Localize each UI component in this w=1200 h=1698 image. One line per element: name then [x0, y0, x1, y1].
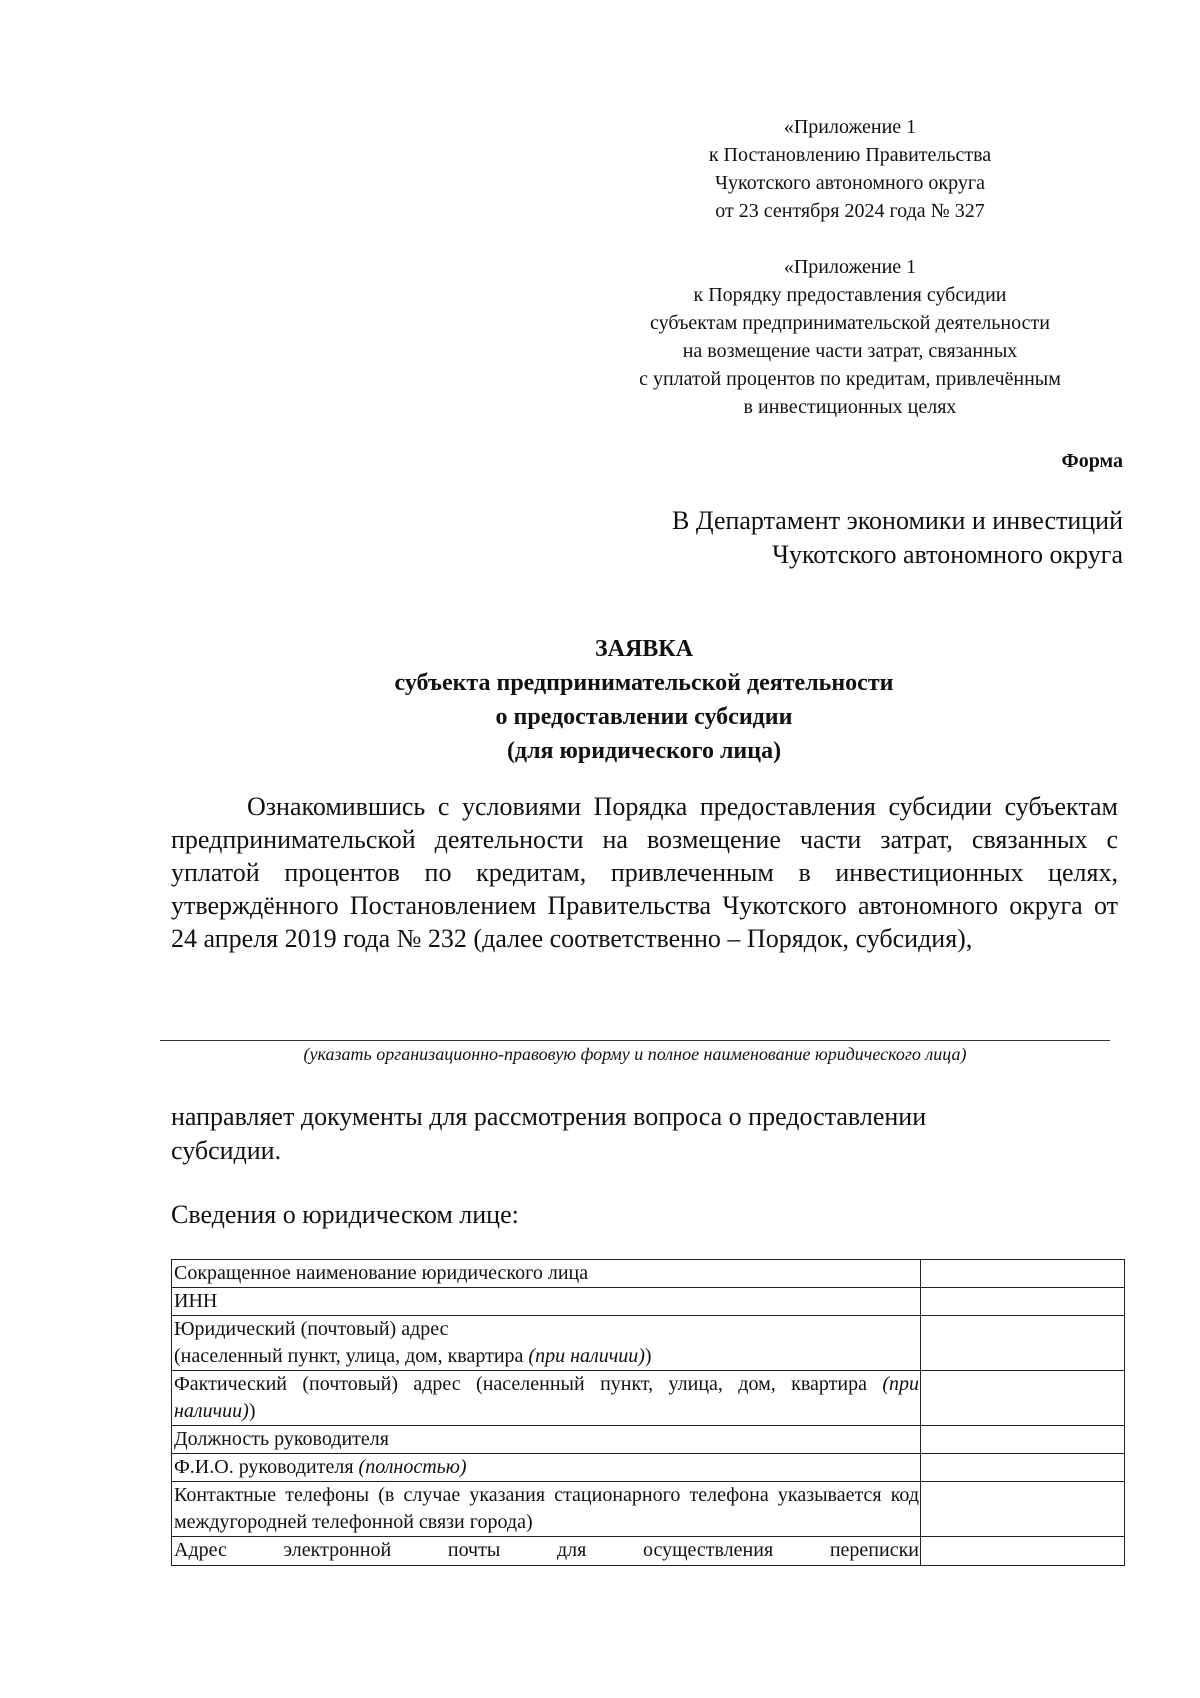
row-label-legal-address: [172, 1316, 921, 1371]
title-line-3: о предоставлении субсидии: [495, 704, 793, 730]
sends-documents-line-2: субсидии.: [171, 1136, 282, 1165]
legal-address-hint: (при наличии): [528, 1345, 645, 1367]
info-heading: Сведения о юридическом лице:: [171, 1200, 519, 1229]
intro-paragraph: Ознакомившись с условиями Порядка предоставления субсидии субъектам предпринимательской деятельности на возмещение части затрат, связанных с уплатой процентов по кредитам, привлеченным в инвестиционных целях, утверждённого Постановлением Правительства Чукотского автономного округа от 24 апреля 2019 года № 232 (далее соответственно – Порядок, субсидия),: [171, 792, 1118, 953]
fill-in-hint: (указать организационно-правовую форму и полное наименование юридического лица): [303, 1044, 967, 1064]
document-title: [171, 632, 1117, 768]
appendix-1-line: от 23 сентября 2024 года № 327: [715, 200, 985, 222]
addressee-line-1: В Департамент экономики и инвестиций: [672, 506, 1123, 535]
appendix-2-line: с уплатой процентов по кредитам, привлечённым: [639, 368, 1061, 390]
sends-documents-text: [171, 1100, 1118, 1168]
title-line-4: (для юридического лица): [506, 738, 782, 764]
appendix-2-line: в инвестиционных целях: [743, 396, 957, 418]
row-label-head-name: [172, 1454, 921, 1482]
appendix-2-line: субъектам предпринимательской деятельности: [650, 312, 1050, 334]
table-row: [172, 1482, 1125, 1537]
title-line-2: субъекта предпринимательской деятельности: [394, 670, 894, 696]
table-row: [172, 1454, 1125, 1482]
fill-in-line[interactable]: [160, 1040, 1110, 1041]
appendix-1-header: [560, 113, 1140, 225]
row-label-inn: ИНН: [172, 1288, 921, 1316]
actual-address-hint: (при наличии): [174, 1373, 919, 1422]
actual-address-tail: ): [248, 1400, 256, 1422]
row-label-short-name: Сокращенное наименование юридического лица: [172, 1260, 921, 1288]
legal-address-text: (населенный пункт, улица, дом, квартира: [174, 1345, 529, 1367]
head-name-hint: (полностью): [358, 1456, 467, 1478]
row-label-head-position: Должность руководителя: [172, 1426, 921, 1454]
row-value-legal-address[interactable]: [921, 1316, 1125, 1371]
row-value-inn[interactable]: [921, 1288, 1125, 1316]
table-row: [172, 1537, 1125, 1566]
row-value-head-name[interactable]: [921, 1454, 1125, 1482]
row-label-actual-address: [172, 1371, 921, 1426]
legal-address-line-2: [174, 1343, 919, 1370]
table-row: [172, 1371, 1125, 1426]
appendix-2-line: к Порядку предоставления субсидии: [693, 284, 1007, 306]
row-label-email: Адрес электронной почты для осуществления переписки: [172, 1537, 921, 1566]
legal-address-line-1: Юридический (почтовый) адрес: [174, 1318, 449, 1340]
table-row: [172, 1316, 1125, 1371]
appendix-2-line: «Приложение 1: [783, 256, 917, 278]
legal-address-tail: ): [644, 1345, 652, 1367]
table-row: [172, 1288, 1125, 1316]
appendix-1-line: «Приложение 1: [783, 116, 917, 138]
table-row: [172, 1260, 1125, 1288]
legal-entity-info-table: [171, 1259, 1125, 1566]
row-value-phones[interactable]: [921, 1482, 1125, 1537]
row-label-phones: Контактные телефоны (в случае указания стационарного телефона указывается код междугородней телефонной связи города): [172, 1482, 921, 1537]
title-line-1: ЗАЯВКА: [594, 636, 694, 662]
form-label: Форма: [1061, 450, 1123, 472]
row-value-head-position[interactable]: [921, 1426, 1125, 1454]
table-row: [172, 1426, 1125, 1454]
appendix-2-line: на возмещение части затрат, связанных: [682, 340, 1018, 362]
addressee-line-2: Чукотского автономного округа: [772, 540, 1123, 569]
appendix-2-header: [560, 253, 1140, 421]
row-value-actual-address[interactable]: [921, 1371, 1125, 1426]
row-value-email[interactable]: [921, 1537, 1125, 1566]
appendix-1-line: к Постановлению Правительства: [708, 144, 992, 166]
row-value-short-name[interactable]: [921, 1260, 1125, 1288]
sends-documents-line-1: направляет документы для рассмотрения вопроса о предоставлении: [171, 1102, 927, 1131]
addressee: [672, 504, 1123, 572]
appendix-1-line: Чукотского автономного округа: [715, 172, 985, 194]
head-name-text: Ф.И.О. руководителя: [174, 1456, 359, 1478]
actual-address-text: Фактический (почтовый) адрес (населенный пункт, улица, дом, квартира: [174, 1373, 883, 1395]
